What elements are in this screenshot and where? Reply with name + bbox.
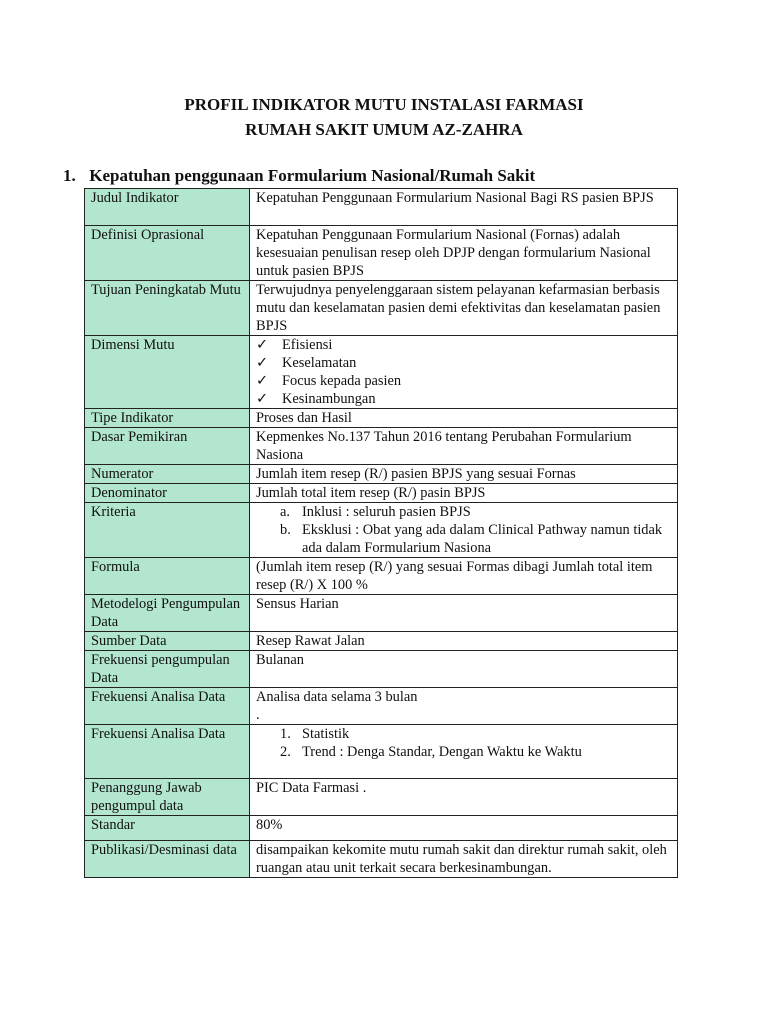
document-title-line1: PROFIL INDIKATOR MUTU INSTALASI FARMASI [184,95,584,114]
row-label: Kriteria [85,503,250,558]
table-row [85,189,678,226]
table-row [85,503,678,558]
row-label: Frekuensi Analisa Data [85,725,250,779]
row-value: Resep Rawat Jalan [250,632,678,651]
row-label: Dasar Pemikiran [85,428,250,465]
table-row [85,409,678,428]
row-label: Dimensi Mutu [85,336,250,409]
table-row [85,595,678,632]
row-label: Tujuan Peningkatab Mutu [85,281,250,336]
list-item: ✓ Focus kepada pasien [256,373,402,389]
list-item: ✓ Efisiensi [256,337,333,353]
row-label: Definisi Oprasional [85,226,250,281]
table-row [85,558,678,595]
check-icon: ✓ [256,355,269,371]
row-label: Penanggung Jawab pengumpul data [85,779,250,816]
row-label: Standar [85,816,250,841]
row-label: Metodelogi Pengumpulan Data [85,595,250,632]
row-value [250,725,678,779]
row-label: Tipe Indikator [85,409,250,428]
section-heading [63,164,535,188]
table-row [85,816,678,841]
section-number: 1. [63,166,76,185]
row-value: Jumlah total item resep (R/) pasin BPJS [250,484,678,503]
indicator-profile-table [84,188,678,878]
list-item: 2. Trend : Denga Standar, Dengan Waktu ke Waktu [280,744,582,760]
row-value: Analisa data selama 3 bulan . [250,688,678,725]
check-icon: ✓ [256,373,269,389]
list-item: b. Eksklusi : Obat yang ada dalam Clinical Pathway namun tidak ada dalam Formularium Nasiona [280,522,663,556]
row-label: Formula [85,558,250,595]
row-value: Kepatuhan Penggunaan Formularium Nasional Bagi RS pasien BPJS [250,189,678,226]
table-row [85,841,678,878]
row-label: Frekuensi Analisa Data [85,688,250,725]
row-label: Publikasi/Desminasi data [85,841,250,878]
row-value: Sensus Harian [250,595,678,632]
list-item: ✓ Kesinambungan [256,391,376,407]
check-icon: ✓ [256,337,269,353]
criteria-list [256,503,671,557]
row-value: Bulanan [250,651,678,688]
table-row [85,688,678,725]
list-item: 1. Statistik [280,726,350,742]
section-title: Kepatuhan penggunaan Formularium Nasional/Rumah Sakit [89,166,536,185]
list-item: a. Inklusi : seluruh pasien BPJS [280,504,471,520]
table-row [85,484,678,503]
row-value: 80% [250,816,678,841]
row-label: Denominator [85,484,250,503]
table-row [85,226,678,281]
row-value: PIC Data Farmasi . [250,779,678,816]
document-title-line2: RUMAH SAKIT UMUM AZ-ZAHRA [245,120,523,139]
row-label: Numerator [85,465,250,484]
table-row [85,779,678,816]
row-value: Kepatuhan Penggunaan Formularium Nasional (Fornas) adalah kesesuaian penulisan resep oleh DPJP dengan formularium Nasional untuk pasien BPJS [250,226,678,281]
table-row [85,725,678,779]
row-value: Proses dan Hasil [250,409,678,428]
table-row [85,651,678,688]
table-row [85,281,678,336]
row-value [250,336,678,409]
list-item: ✓ Keselamatan [256,355,357,371]
row-label: Frekuensi pengumpulan Data [85,651,250,688]
row-label: Sumber Data [85,632,250,651]
table-row [85,632,678,651]
analysis-list [256,725,671,761]
table-row [85,465,678,484]
check-icon: ✓ [256,391,269,407]
row-value: (Jumlah item resep (R/) yang sesuai Formas dibagi Jumlah total item resep (R/) X 100 % [250,558,678,595]
row-value: Kepmenkes No.137 Tahun 2016 tentang Perubahan Formularium Nasiona [250,428,678,465]
dimension-checklist [256,336,671,408]
row-value: disampaikan kekomite mutu rumah sakit dan direktur rumah sakit, oleh ruangan atau unit terkait secara berkesinambungan. [250,841,678,878]
row-label: Judul Indikator [85,189,250,226]
row-value: Jumlah item resep (R/) pasien BPJS yang sesuai Fornas [250,465,678,484]
table-row [85,428,678,465]
table-row [85,336,678,409]
row-value: Terwujudnya penyelenggaraan sistem pelayanan kefarmasian berbasis mutu dan keselamatan pasien demi efektivitas dan keselamatan pasien BPJS [250,281,678,336]
row-value [250,503,678,558]
